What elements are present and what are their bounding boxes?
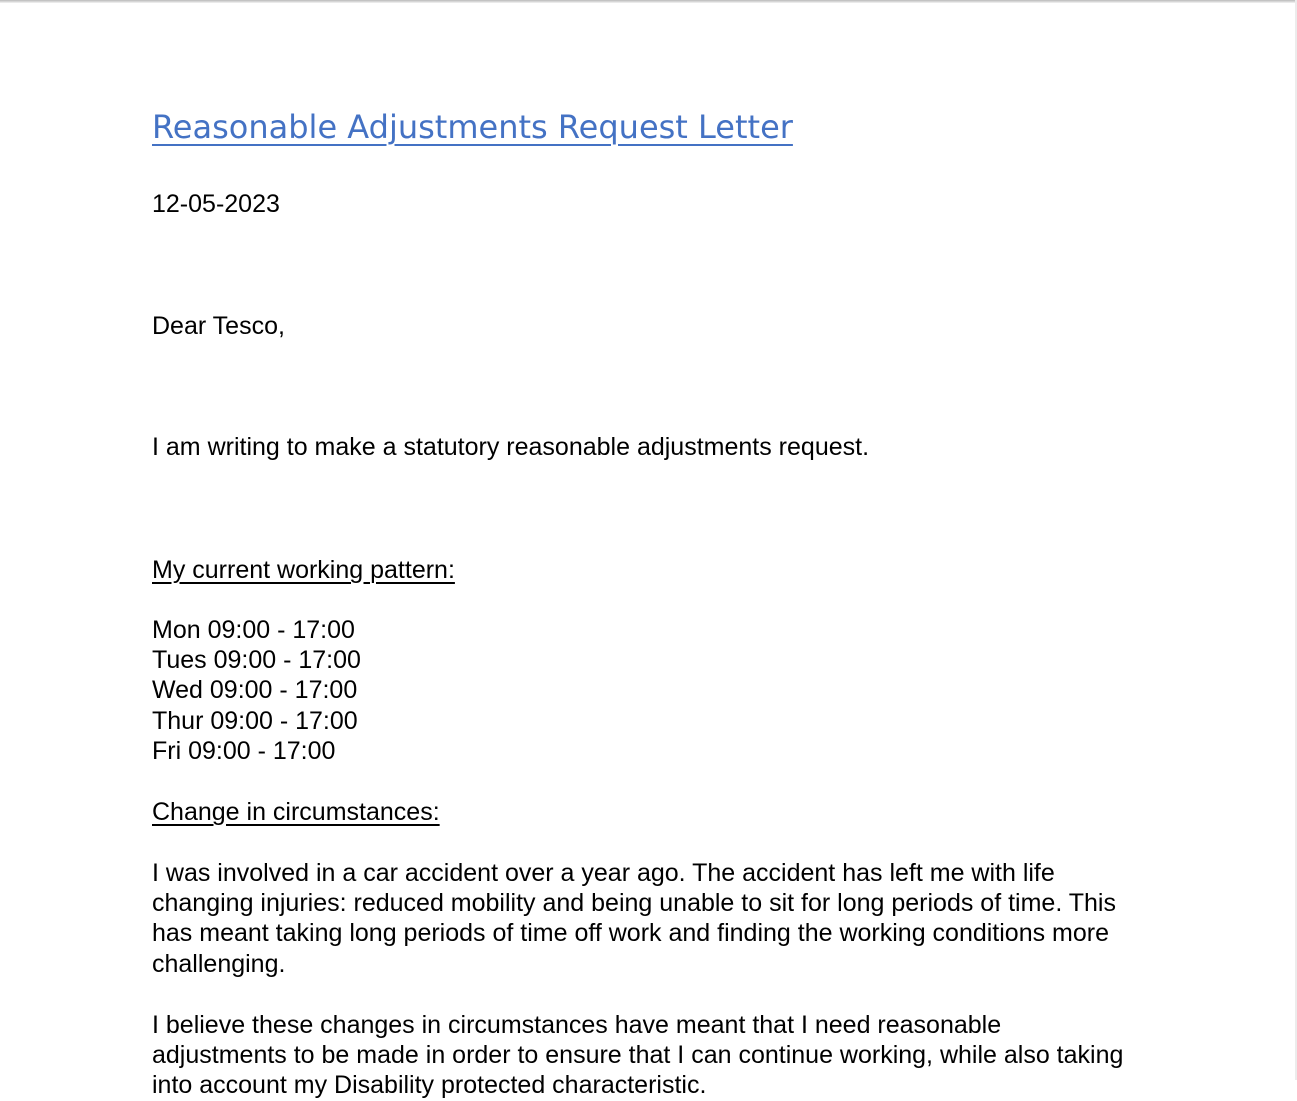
schedule-item: Thur 09:00 - 17:00 bbox=[152, 706, 358, 735]
schedule-item: Tues 09:00 - 17:00 bbox=[152, 646, 361, 675]
intro-text: I am writing to make a statutory reasonable adjustments request. bbox=[152, 433, 870, 461]
schedule-item: Mon 09:00 - 17:00 bbox=[152, 616, 355, 644]
adjustments-paragraph: I believe these changes in circumstances have meant that I need reasonable adjustments to be made in order to ensure that I can continue working, while also taking into account my Disability protected characteristic. bbox=[152, 1011, 1124, 1100]
letter-date: 12-05-2023 bbox=[152, 190, 280, 218]
letter-title: Reasonable Adjustments Request Letter bbox=[152, 108, 793, 146]
accident-paragraph: I was involved in a car accident over a year ago. The accident has left me with life changing injuries: reduced mobility and being unable to sit for long periods of time. This has meant taking long periods of time off work and finding the working conditions more challenging. bbox=[152, 859, 1116, 978]
schedule-item: Fri 09:00 - 17:00 bbox=[152, 736, 336, 765]
working-pattern-heading: My current working pattern: bbox=[152, 556, 455, 584]
schedule-item: Wed 09:00 - 17:00 bbox=[152, 676, 358, 705]
working-schedule-list bbox=[152, 615, 361, 766]
page-top-shadow bbox=[0, 0, 1297, 3]
salutation: Dear Tesco, bbox=[152, 312, 285, 340]
change-circumstances-heading: Change in circumstances: bbox=[152, 798, 440, 826]
